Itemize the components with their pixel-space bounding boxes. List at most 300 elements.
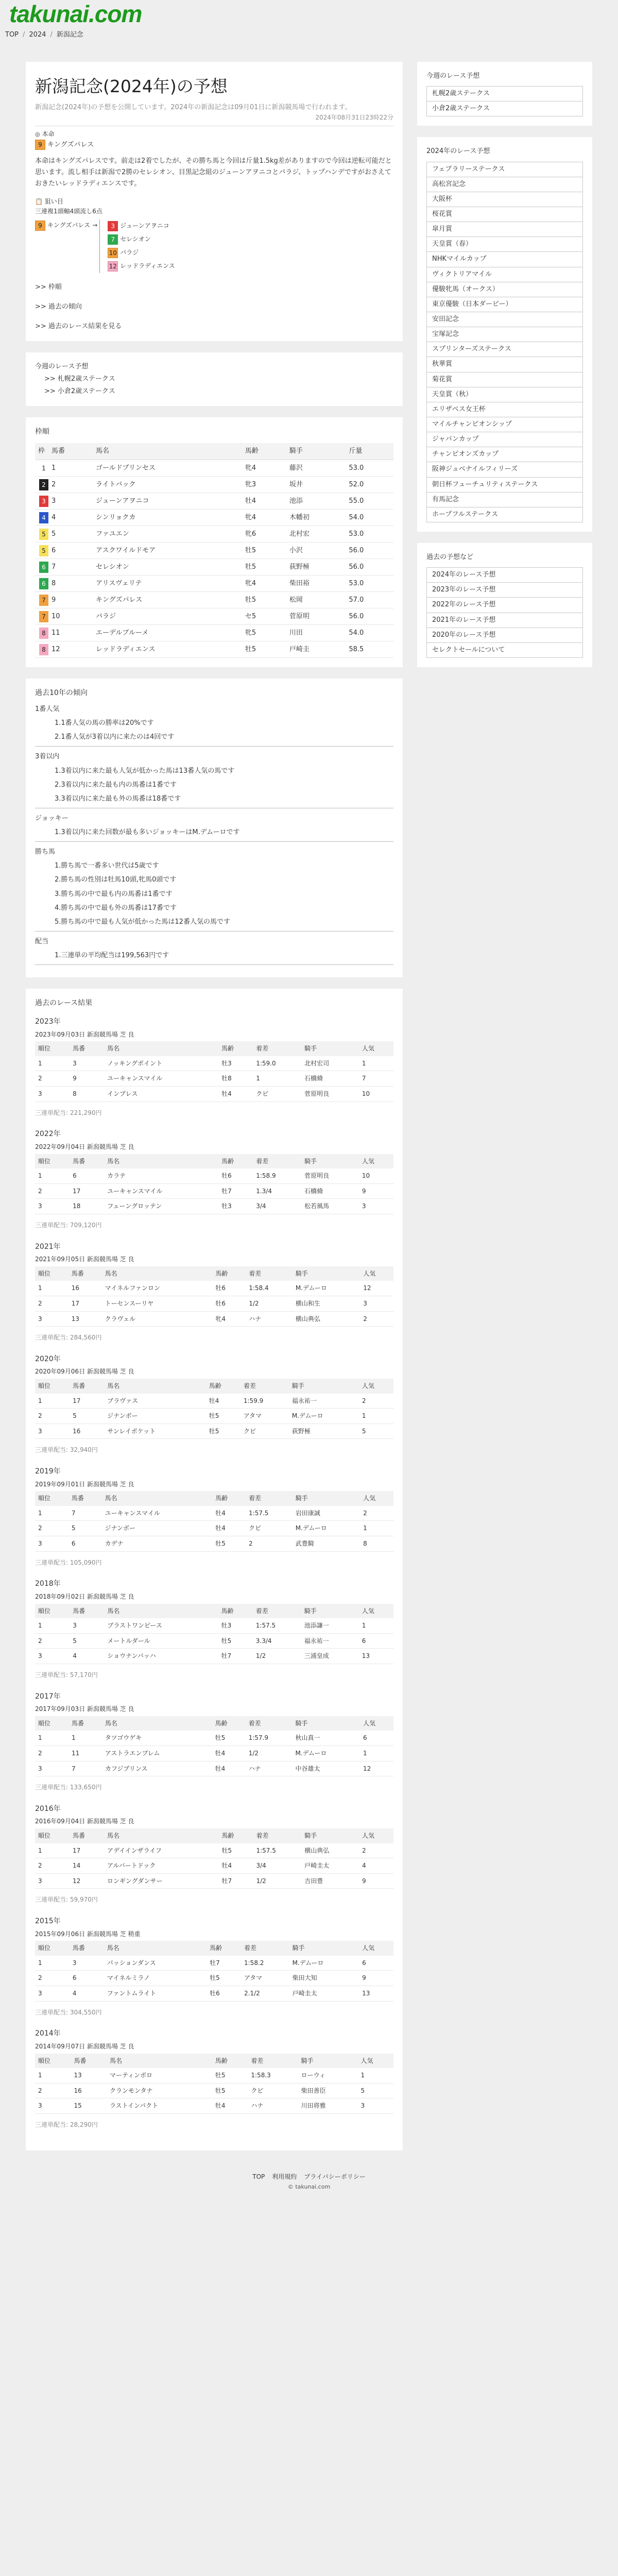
past-cell: 12 bbox=[360, 1281, 393, 1296]
past-payout: 三連単配当: 32,940円 bbox=[35, 1446, 98, 1454]
waku-cell: ライトバック bbox=[93, 477, 242, 493]
past-payout: 三連単配当: 221,290円 bbox=[35, 1109, 102, 1116]
past-header: 着差 bbox=[253, 1041, 301, 1056]
link-waku[interactable]: >> 枠順 bbox=[35, 283, 62, 291]
past-header: 騎手 bbox=[301, 1154, 359, 1169]
past-cell: 1 bbox=[360, 1521, 393, 1536]
sidebar-item-races[interactable]: 高松宮記念 bbox=[426, 177, 583, 192]
sidebar-item-races[interactable]: 阪神ジュベナイルフィリーズ bbox=[426, 462, 583, 477]
past-header: 馬齢 bbox=[218, 1604, 253, 1619]
waku-cell: 57.0 bbox=[346, 592, 393, 608]
waku-badge: 7 bbox=[39, 611, 48, 622]
past-header: 馬齢 bbox=[206, 1379, 241, 1394]
sidebar-item-other[interactable]: 2024年のレース予想 bbox=[426, 567, 583, 583]
past-cell: 5 bbox=[70, 1409, 104, 1424]
waku-table bbox=[35, 443, 393, 658]
past-cell: アルバートドック bbox=[104, 1858, 218, 1874]
past-header: 順位 bbox=[35, 1828, 70, 1843]
past-cell: 1.3/4 bbox=[253, 1183, 301, 1199]
past-cell: 4 bbox=[70, 1986, 104, 2002]
past-payout: 三連単配当: 284,560円 bbox=[35, 1334, 102, 1342]
past-header: 着差 bbox=[246, 1491, 293, 1506]
past-row bbox=[35, 1087, 393, 1102]
past-cell: 牡5 bbox=[212, 1536, 246, 1552]
past-header: 人気 bbox=[359, 1041, 393, 1056]
past-cell: 1/2 bbox=[246, 1745, 293, 1761]
past-header: 順位 bbox=[35, 1604, 70, 1619]
waku-cell: 6 bbox=[48, 543, 93, 559]
past-cell: 川田将雅 bbox=[298, 2098, 358, 2114]
kaime-target: 10 バラジ bbox=[108, 246, 175, 260]
sidebar-item-races[interactable]: 有馬記念 bbox=[426, 492, 583, 507]
sidebar-other-title: 過去の予想など bbox=[426, 553, 474, 561]
waku-cell: 牝5 bbox=[242, 625, 286, 641]
sidebar-item-other[interactable]: セレクトセールについて bbox=[426, 642, 583, 658]
waku-badge: 3 bbox=[39, 496, 48, 507]
past-header: 馬齢 bbox=[212, 2054, 248, 2069]
link-tendency[interactable]: >> 過去の傾向 bbox=[35, 302, 82, 311]
sidebar-item-other[interactable]: 2022年のレース予想 bbox=[426, 597, 583, 613]
kaime-targets bbox=[108, 219, 175, 273]
waku-badge: 8 bbox=[39, 644, 48, 655]
kaime-target: 12 レッドラディエンス bbox=[108, 260, 175, 273]
sidebar-item-races[interactable]: 朝日杯フューチュリティステークス bbox=[426, 477, 583, 493]
past-cell: ユーキャンスマイル bbox=[104, 1183, 218, 1199]
waku-row bbox=[35, 477, 393, 493]
tendency-item: 3.勝ち馬の中で最も内の馬番は1番です bbox=[55, 890, 173, 898]
breadcrumb-year[interactable]: 2024 bbox=[29, 30, 46, 39]
waku-cell: 4 bbox=[48, 510, 93, 526]
past-cell: 13 bbox=[68, 1311, 102, 1327]
sidebar-item-races[interactable]: 皐月賞 bbox=[426, 222, 583, 237]
past-row bbox=[35, 1761, 393, 1776]
sidebar-item-upcoming[interactable]: 小倉2歳ステークス bbox=[426, 101, 583, 116]
waku-badge: 8 bbox=[39, 628, 48, 639]
past-header: 馬齢 bbox=[212, 1491, 246, 1506]
waku-cell: 55.0 bbox=[346, 493, 393, 510]
past-header: 騎手 bbox=[293, 1266, 360, 1281]
link-past-results[interactable]: >> 過去のレース結果を見る bbox=[35, 322, 122, 330]
past-cell: 3 bbox=[35, 2098, 71, 2114]
past-race-info: 2023年09月03日 新潟競馬場 芝 良 bbox=[35, 1030, 134, 1038]
past-cell: クビ bbox=[248, 2083, 298, 2098]
tendency-item: 5.勝ち馬の中で最も人気が低かった馬は12番人気の馬です bbox=[55, 918, 230, 926]
past-header: 騎手 bbox=[301, 1041, 359, 1056]
sidebar-item-other[interactable]: 2023年のレース予想 bbox=[426, 582, 583, 598]
sidebar-item-races[interactable]: 天皇賞（秋） bbox=[426, 387, 583, 402]
tendency-item: 1.1番人気の馬の勝率は20%です bbox=[55, 719, 154, 727]
past-cell: 戸崎圭太 bbox=[289, 1986, 359, 2002]
past-payout: 三連単配当: 57,170円 bbox=[35, 1671, 98, 1679]
past-cell: 9 bbox=[359, 1183, 393, 1199]
past-cell: 2 bbox=[35, 1858, 70, 1874]
section-links bbox=[35, 282, 393, 332]
past-payout: 三連単配当: 709,120円 bbox=[35, 1221, 102, 1229]
past-year: 2015年 bbox=[35, 1917, 61, 1926]
waku-cell: 牝4 bbox=[242, 510, 286, 526]
past-cell: 牝4 bbox=[212, 1311, 246, 1327]
waku-cell: 川田 bbox=[286, 625, 346, 641]
past-race-info: 2014年09月07日 新潟競馬場 芝 良 bbox=[35, 2042, 134, 2050]
waku-cell: 牡5 bbox=[242, 592, 286, 608]
past-header: 順位 bbox=[35, 1491, 68, 1506]
waku-number bbox=[35, 559, 48, 575]
past-cell: 横山和生 bbox=[293, 1296, 360, 1311]
past-cell: パッションダンス bbox=[104, 1956, 207, 1971]
past-row bbox=[35, 1409, 393, 1424]
sidebar-item-races[interactable]: NHKマイルカップ bbox=[426, 251, 583, 267]
waku-header: 馬齢 bbox=[242, 443, 286, 460]
past-payout: 三連単配当: 304,550円 bbox=[35, 2008, 102, 2016]
past-year: 2017年 bbox=[35, 1692, 61, 1701]
past-cell: 牡5 bbox=[206, 1423, 241, 1439]
past-cell: ユーキャンスマイル bbox=[104, 1071, 218, 1087]
past-cell: 17 bbox=[70, 1183, 104, 1199]
waku-cell: 北村宏 bbox=[286, 526, 346, 543]
kaime-label: 📋 狙い目 bbox=[35, 198, 63, 206]
tendency-item: 1.勝ち馬で一番多い世代は5歳です bbox=[55, 862, 159, 870]
past-header: 馬齢 bbox=[212, 1716, 246, 1731]
past-cell: 3 bbox=[35, 1761, 68, 1776]
waku-badge: 5 bbox=[39, 529, 48, 540]
sidebar-item-other[interactable]: 2021年のレース予想 bbox=[426, 613, 583, 628]
breadcrumb-top[interactable]: TOP bbox=[5, 30, 19, 39]
past-row bbox=[35, 1168, 393, 1183]
waku-cell: 5 bbox=[48, 526, 93, 543]
past-cell: 牡5 bbox=[212, 1731, 246, 1745]
upcoming-link[interactable]: >> 小倉2歳ステークス bbox=[44, 387, 115, 396]
past-cell: 牡4 bbox=[212, 1506, 246, 1521]
past-row bbox=[35, 2083, 393, 2098]
past-row bbox=[35, 1745, 393, 1761]
past-cell: 牡7 bbox=[218, 1183, 253, 1199]
past-cell: ジナンボー bbox=[104, 1409, 205, 1424]
past-cell: M.デムーロ bbox=[289, 1956, 359, 1971]
past-cell: 石橋脩 bbox=[301, 1183, 359, 1199]
sidebar-item-races[interactable]: チャンピオンズカップ bbox=[426, 447, 583, 462]
past-row bbox=[35, 2068, 393, 2083]
past-cell: 3 bbox=[35, 1536, 68, 1552]
past-cell: 横山典弘 bbox=[293, 1311, 360, 1327]
page-title: 新潟記念(2024年)の予想 bbox=[35, 76, 228, 96]
sidebar-upcoming bbox=[417, 62, 592, 126]
waku-header: 馬番 bbox=[48, 443, 93, 460]
past-cell: 10 bbox=[359, 1168, 393, 1183]
waku-cell: キングズパレス bbox=[93, 592, 242, 608]
past-cell: 福永祐一 bbox=[289, 1394, 359, 1409]
past-row bbox=[35, 1956, 393, 1971]
past-cell: 牡4 bbox=[218, 1858, 253, 1874]
past-cell: 菅原明良 bbox=[301, 1168, 359, 1183]
past-cell: 牡5 bbox=[206, 1409, 241, 1424]
past-cell: 3/4 bbox=[253, 1858, 301, 1874]
past-header: 騎手 bbox=[298, 2054, 358, 2069]
upcoming-title: 今週のレース予想 bbox=[35, 363, 89, 370]
past-row bbox=[35, 1521, 393, 1536]
footer bbox=[0, 2162, 618, 2196]
past-cell: 牡3 bbox=[218, 1199, 253, 1214]
site-logo[interactable]: takunai.com bbox=[9, 1, 142, 28]
past-result-table bbox=[35, 1379, 393, 1439]
past-cell: 池添謙一 bbox=[301, 1618, 359, 1633]
waku-number bbox=[35, 526, 48, 543]
past-cell: 2 bbox=[35, 1745, 68, 1761]
past-header: 馬番 bbox=[70, 1041, 104, 1056]
footer-link-privacy[interactable]: プライバシーポリシー bbox=[304, 2173, 366, 2180]
past-header: 順位 bbox=[35, 1379, 70, 1394]
past-cell: 3 bbox=[35, 1873, 70, 1889]
sidebar-item-races[interactable]: 大阪杯 bbox=[426, 192, 583, 207]
past-cell: カラテ bbox=[104, 1168, 218, 1183]
past-year: 2018年 bbox=[35, 1580, 61, 1588]
tendency-item: 4.勝ち馬の中で最も外の馬番は17番です bbox=[55, 904, 177, 912]
past-result-table bbox=[35, 1604, 393, 1664]
past-cell: 2.1/2 bbox=[241, 1986, 289, 2002]
footer-link-top[interactable]: TOP bbox=[252, 2173, 265, 2180]
waku-cell: 56.0 bbox=[346, 543, 393, 559]
past-cell: 1 bbox=[35, 1843, 70, 1858]
past-cell: 1 bbox=[35, 1056, 70, 1071]
sidebar-item-races[interactable]: ホープフルステークス bbox=[426, 507, 583, 522]
waku-row bbox=[35, 543, 393, 559]
sidebar-item-races[interactable]: 宝塚記念 bbox=[426, 327, 583, 342]
sidebar-item-races[interactable]: 菊花賞 bbox=[426, 372, 583, 387]
waku-row bbox=[35, 608, 393, 625]
past-cell: 15 bbox=[71, 2098, 106, 2114]
past-cell: 1 bbox=[359, 1409, 393, 1424]
past-cell: 柴田大知 bbox=[289, 1971, 359, 1986]
tendency-item: 2.勝ち馬の性別は牡馬10頭,牝馬0頭です bbox=[55, 876, 177, 884]
waku-row bbox=[35, 641, 393, 658]
past-cell: 17 bbox=[68, 1296, 102, 1311]
past-header: 人気 bbox=[359, 1379, 393, 1394]
past-header: 馬番 bbox=[70, 1828, 104, 1843]
upcoming-link[interactable]: >> 札幌2歳ステークス bbox=[44, 375, 115, 383]
waku-number bbox=[35, 493, 48, 510]
past-cell: 8 bbox=[360, 1536, 393, 1552]
sidebar-item-races[interactable]: 桜花賞 bbox=[426, 207, 583, 222]
site-header bbox=[0, 0, 618, 29]
waku-cell: バラジ bbox=[93, 608, 242, 625]
past-cell: 4 bbox=[70, 1649, 104, 1664]
past-cell: 武豊騎 bbox=[293, 1536, 360, 1552]
sidebar-item-races[interactable]: フェブラリーステークス bbox=[426, 162, 583, 177]
sidebar-item-races[interactable]: エリザベス女王杯 bbox=[426, 402, 583, 417]
past-header: 順位 bbox=[35, 1041, 70, 1056]
sidebar-item-races[interactable]: 安田記念 bbox=[426, 312, 583, 327]
past-cell: 牡6 bbox=[212, 1296, 246, 1311]
past-cell: ブラストワンピース bbox=[104, 1618, 218, 1633]
past-cell: 3 bbox=[359, 1199, 393, 1214]
past-year: 2020年 bbox=[35, 1354, 61, 1363]
waku-cell: 8 bbox=[48, 575, 93, 592]
past-header: 馬名 bbox=[102, 1716, 212, 1731]
past-cell: 牡5 bbox=[212, 2068, 248, 2083]
past-cell: 1:57.5 bbox=[253, 1618, 301, 1633]
waku-row bbox=[35, 592, 393, 608]
past-cell: 1 bbox=[68, 1731, 102, 1745]
sidebar-item-races[interactable]: ジャパンカップ bbox=[426, 432, 583, 447]
breadcrumb: TOP / 2024 / 新潟記念 bbox=[0, 29, 618, 41]
past-header: 順位 bbox=[35, 1941, 70, 1956]
past-header: 着差 bbox=[253, 1828, 301, 1843]
past-cell: 牡8 bbox=[218, 1071, 253, 1087]
waku-cell: 牝4 bbox=[242, 460, 286, 477]
past-cell: 北村宏司 bbox=[301, 1056, 359, 1071]
footer-copyright: © takunai.com bbox=[287, 2183, 331, 2191]
past-cell: 6 bbox=[360, 1731, 393, 1745]
past-cell: 3 bbox=[357, 2098, 393, 2114]
past-results-title: 過去のレース結果 bbox=[35, 999, 93, 1008]
past-header: 着差 bbox=[253, 1604, 301, 1619]
waku-cell: シンリョクカ bbox=[93, 510, 242, 526]
sidebar-races bbox=[417, 137, 592, 532]
past-header: 馬番 bbox=[70, 1604, 104, 1619]
sidebar-item-races[interactable]: スプリンターズステークス bbox=[426, 342, 583, 357]
past-cell: 13 bbox=[71, 2068, 106, 2083]
past-row bbox=[35, 1394, 393, 1409]
waku-cell: 53.0 bbox=[346, 460, 393, 477]
past-header: 順位 bbox=[35, 1154, 70, 1169]
past-header: 馬名 bbox=[104, 1828, 218, 1843]
waku-number bbox=[35, 625, 48, 641]
past-header: 人気 bbox=[360, 1716, 393, 1731]
waku-number bbox=[35, 608, 48, 625]
tendency-card bbox=[26, 679, 403, 977]
past-race-info: 2021年09月05日 新潟競馬場 芝 良 bbox=[35, 1256, 134, 1263]
updated-date: 2024年08月31日23時22分 bbox=[315, 114, 393, 122]
past-cell: 松若風馬 bbox=[301, 1199, 359, 1214]
sidebar-item-upcoming[interactable]: 札幌2歳ステークス bbox=[426, 86, 583, 101]
past-cell: 1:57.5 bbox=[253, 1843, 301, 1858]
past-header: 馬名 bbox=[104, 1154, 218, 1169]
past-cell: 6 bbox=[359, 1633, 393, 1649]
past-result-table bbox=[35, 1154, 393, 1214]
past-cell: 中谷雄太 bbox=[292, 1761, 360, 1776]
waku-cell: 2 bbox=[48, 477, 93, 493]
waku-cell: 54.0 bbox=[346, 510, 393, 526]
waku-row bbox=[35, 493, 393, 510]
past-result-table bbox=[35, 2054, 393, 2114]
honmei-label: ◎ 本命 bbox=[35, 130, 55, 138]
past-cell: 牡7 bbox=[218, 1649, 253, 1664]
past-cell: 3 bbox=[35, 1087, 70, 1102]
sidebar-item-races[interactable]: 優駿牝馬（オークス） bbox=[426, 282, 583, 297]
footer-link-terms[interactable]: 利用規約 bbox=[272, 2173, 297, 2180]
kaime-target: 3 ジューンアヲニコ bbox=[108, 219, 175, 233]
kaime-axis: 9 キングズパレス → bbox=[35, 219, 97, 232]
sidebar bbox=[417, 62, 592, 679]
past-header: 着差 bbox=[246, 1266, 293, 1281]
past-cell: フェーングロッテン bbox=[104, 1199, 218, 1214]
past-cell: ロンギングダンサー bbox=[104, 1873, 218, 1889]
past-year: 2023年 bbox=[35, 1018, 61, 1026]
waku-badge: 6 bbox=[39, 562, 48, 573]
past-header: 馬名 bbox=[102, 1491, 213, 1506]
sidebar-item-races[interactable]: 秋華賞 bbox=[426, 357, 583, 372]
tendency-item: 1.3着以内に来た回数が最も多いジョッキーはM.デムーロです bbox=[55, 828, 240, 837]
past-header: 馬齢 bbox=[218, 1041, 253, 1056]
upcoming-card bbox=[26, 352, 403, 406]
past-cell: カフジプリンス bbox=[102, 1761, 212, 1776]
past-header: 着差 bbox=[241, 1379, 289, 1394]
tendency-title: 過去10年の傾向 bbox=[35, 689, 88, 698]
breadcrumb-current: 新潟記念 bbox=[56, 30, 83, 39]
past-header: 馬名 bbox=[104, 1604, 218, 1619]
past-cell: 17 bbox=[70, 1394, 104, 1409]
waku-cell: ファユエン bbox=[93, 526, 242, 543]
past-cell: 10 bbox=[359, 1087, 393, 1102]
past-row bbox=[35, 1071, 393, 1087]
waku-cell: レッドラディエンス bbox=[93, 641, 242, 658]
past-row bbox=[35, 2098, 393, 2114]
sidebar-item-races[interactable]: 東京優駿（日本ダービー） bbox=[426, 297, 583, 312]
waku-cell: 58.5 bbox=[346, 641, 393, 658]
waku-cell: 松岡 bbox=[286, 592, 346, 608]
sidebar-item-races[interactable]: マイルチャンピオンシップ bbox=[426, 417, 583, 432]
past-header: 馬名 bbox=[104, 1041, 218, 1056]
past-cell: 2 bbox=[35, 1183, 70, 1199]
tendency-item: 2.3着以内に来た最も内の馬番は1番です bbox=[55, 781, 177, 789]
waku-cell: エーデルブルーメ bbox=[93, 625, 242, 641]
past-cell: 16 bbox=[68, 1281, 102, 1296]
waku-badge: 1 bbox=[39, 463, 48, 474]
past-cell: 1/2 bbox=[253, 1873, 301, 1889]
past-row bbox=[35, 1183, 393, 1199]
past-cell: 牡3 bbox=[218, 1056, 253, 1071]
waku-cell: 7 bbox=[48, 559, 93, 575]
sidebar-item-races[interactable]: ヴィクトリアマイル bbox=[426, 267, 583, 282]
past-cell: 1:58.2 bbox=[241, 1956, 289, 1971]
past-cell: 牡5 bbox=[218, 1633, 253, 1649]
past-cell: カデナ bbox=[102, 1536, 213, 1552]
waku-cell: 池添 bbox=[286, 493, 346, 510]
waku-cell: 牡5 bbox=[242, 543, 286, 559]
past-cell: 牡4 bbox=[218, 1087, 253, 1102]
kaime-section bbox=[35, 197, 393, 273]
sidebar-item-other[interactable]: 2020年のレース予想 bbox=[426, 628, 583, 643]
past-cell: タツゴウゲキ bbox=[102, 1731, 212, 1745]
past-header: 馬名 bbox=[107, 2054, 212, 2069]
waku-header: 斤量 bbox=[346, 443, 393, 460]
past-header: 騎手 bbox=[292, 1716, 360, 1731]
past-cell: 7 bbox=[68, 1506, 102, 1521]
past-cell: 9 bbox=[70, 1071, 104, 1087]
past-cell: アタマ bbox=[241, 1409, 289, 1424]
kaime-target: 7 セレシオン bbox=[108, 233, 175, 246]
waku-cell: セレシオン bbox=[93, 559, 242, 575]
sidebar-item-races[interactable]: 天皇賞（春） bbox=[426, 236, 583, 252]
page-lead: 新潟記念(2024年)の予想を公開しています。2024年の新潟記念は09月01日に新潟競馬場で行われます。 bbox=[35, 104, 352, 112]
waku-badge: 5 bbox=[39, 545, 48, 556]
past-cell: 2 bbox=[35, 2083, 71, 2098]
past-header: 馬番 bbox=[71, 2054, 106, 2069]
waku-cell: セ5 bbox=[242, 608, 286, 625]
past-header: 馬名 bbox=[104, 1941, 207, 1956]
tendency-group-head: 3着以内 bbox=[35, 753, 60, 761]
past-cell: 牡4 bbox=[212, 1745, 246, 1761]
past-cell: 1 bbox=[35, 1731, 68, 1745]
past-header: 馬齢 bbox=[207, 1941, 241, 1956]
past-cell: 2 bbox=[359, 1394, 393, 1409]
waku-row bbox=[35, 625, 393, 641]
sidebar-other bbox=[417, 543, 592, 667]
past-cell: 18 bbox=[70, 1199, 104, 1214]
waku-cell: 藤沢 bbox=[286, 460, 346, 477]
waku-cell: 牝3 bbox=[242, 477, 286, 493]
past-cell: ローウィ bbox=[298, 2068, 358, 2083]
waku-header: 枠 bbox=[35, 443, 48, 460]
